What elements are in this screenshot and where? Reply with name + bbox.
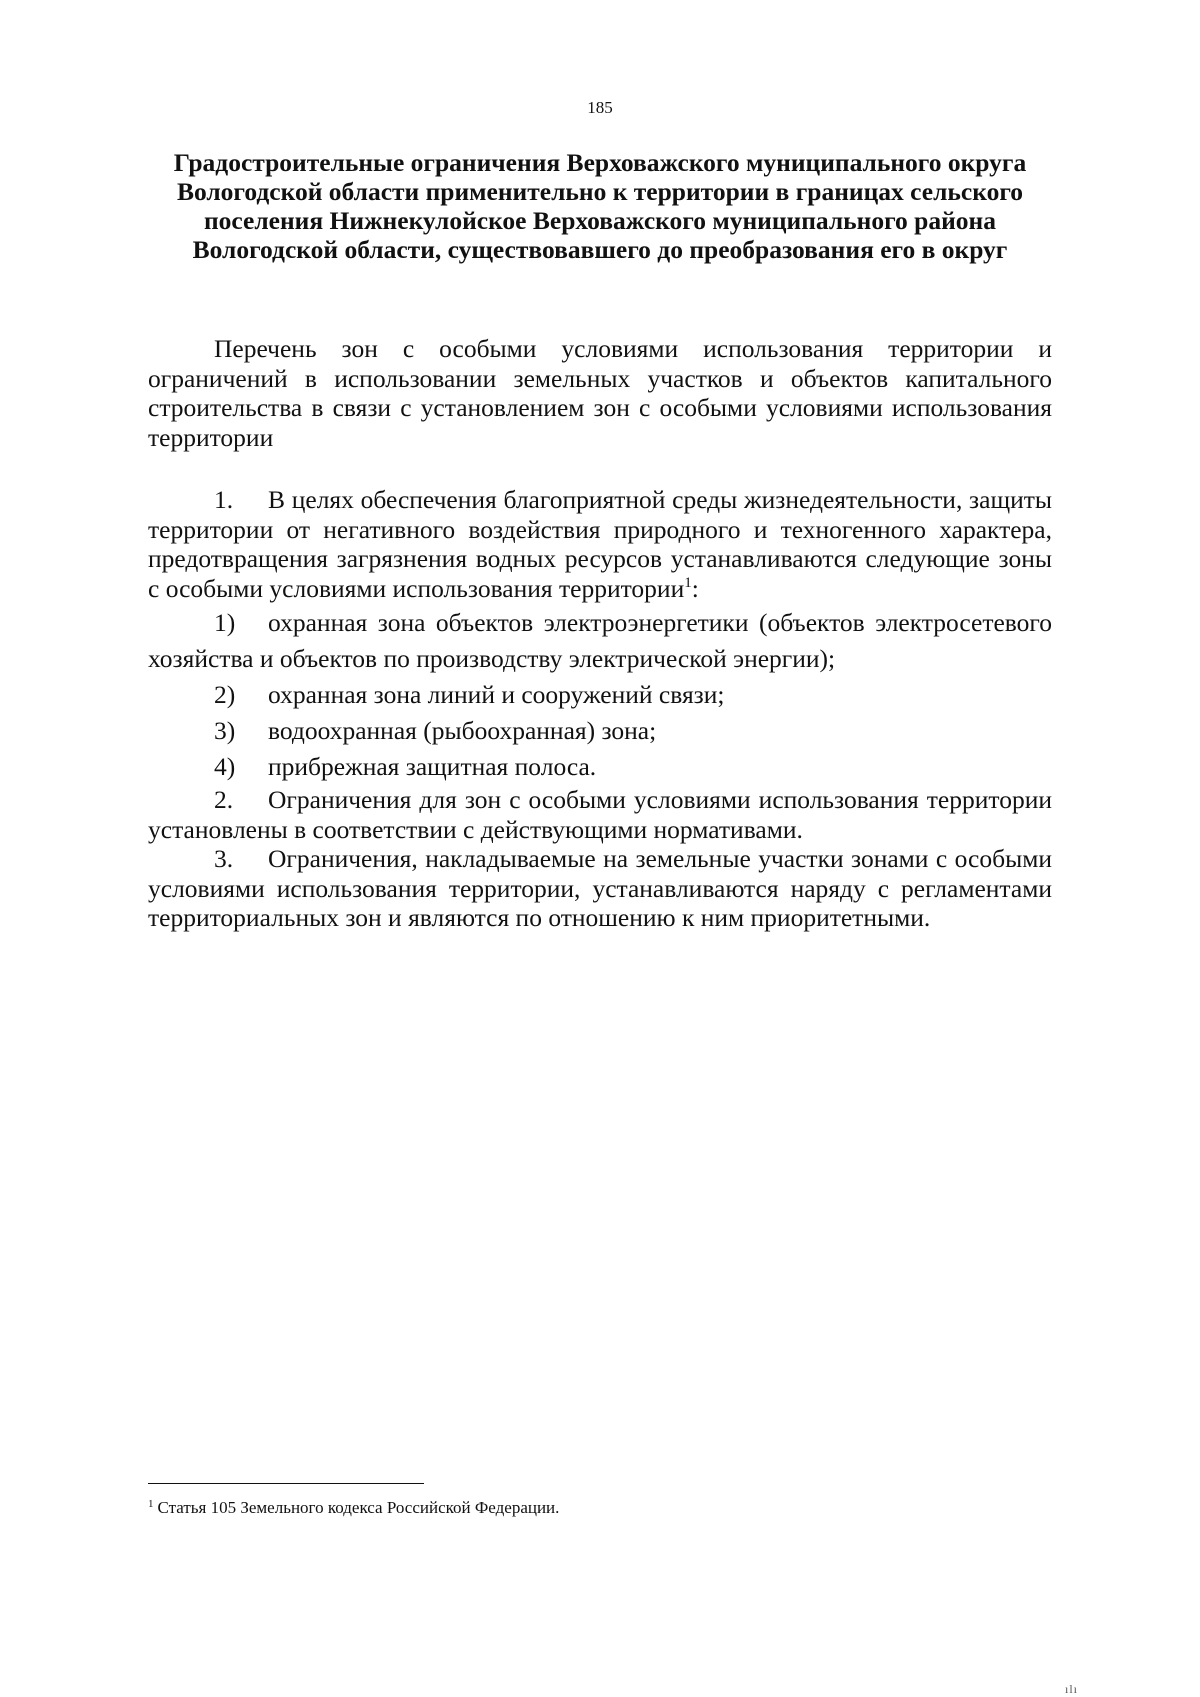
item-3-number: 3. [214, 844, 234, 873]
item-2-paragraph [148, 785, 1052, 844]
item-2-text: Ограничения для зон с особыми условиями использования территории установлены в соответствии с действующими нормативами. [148, 785, 1052, 844]
item-1-text-end: : [691, 573, 699, 603]
subitem-3 [148, 713, 1052, 749]
subitem-1-number: 1) [214, 608, 236, 637]
scan-marks: ılı [1065, 1682, 1079, 1696]
intro-section [148, 334, 1052, 452]
subitem-4-text: прибрежная защитная полоса. [268, 752, 597, 781]
subitem-2 [148, 677, 1052, 713]
subitem-4-number: 4) [214, 752, 236, 781]
footnote-reference: 1 [684, 574, 692, 591]
footnote-mark: 1 [148, 1498, 154, 1510]
subitem-1-text: охранная зона объектов электроэнергетики (объектов электросетевого хозяйства и объектов по производству электрической энергии); [148, 608, 1052, 673]
subitem-4 [148, 749, 1052, 785]
item-1-paragraph [148, 485, 1052, 603]
footnote [148, 1493, 559, 1519]
item-2-number: 2. [214, 785, 234, 814]
item-3-paragraph [148, 844, 1052, 933]
document-title: Градостроительные ограничения Верховажского муниципального округа Вологодской области применительно к территории в границах сельского поселения Нижнекулойское Верховажского муниципального района Вологодской области, существовавшего до преобразования его в округ [173, 148, 1027, 264]
intro-paragraph: Перечень зон с особыми условиями использования территории и ограничений в использовании земельных участков и объектов капитального строительства в связи с установлением зон с особыми условиями использования территории [148, 334, 1052, 452]
subitem-3-number: 3) [214, 716, 236, 745]
item-1-number: 1. [214, 485, 234, 514]
item-1-text: В целях обеспечения благоприятной среды жизнедеятельности, защиты территории от негативного воздействия природного и техногенного характера, предотвращения загрязнения водных ресурсов устанавливаются следующие зоны с особыми условиями использования территории [148, 485, 1052, 603]
subitem-1 [148, 605, 1052, 677]
page-number: 185 [587, 98, 613, 117]
item-3-text: Ограничения, накладываемые на земельные участки зонами с особыми условиями использования территории, устанавливаются наряду с регламентами территориальных зон и являются по отношению к ним приоритетными. [148, 844, 1052, 932]
footnote-text: Статья 105 Земельного кодекса Российской Федерации. [157, 1498, 560, 1517]
subitem-2-text: охранная зона линий и сооружений связи; [268, 680, 725, 709]
subitem-3-text: водоохранная (рыбоохранная) зона; [268, 716, 657, 745]
numbered-items [148, 485, 1052, 933]
subitem-2-number: 2) [214, 680, 236, 709]
footnote-divider [148, 1483, 424, 1484]
